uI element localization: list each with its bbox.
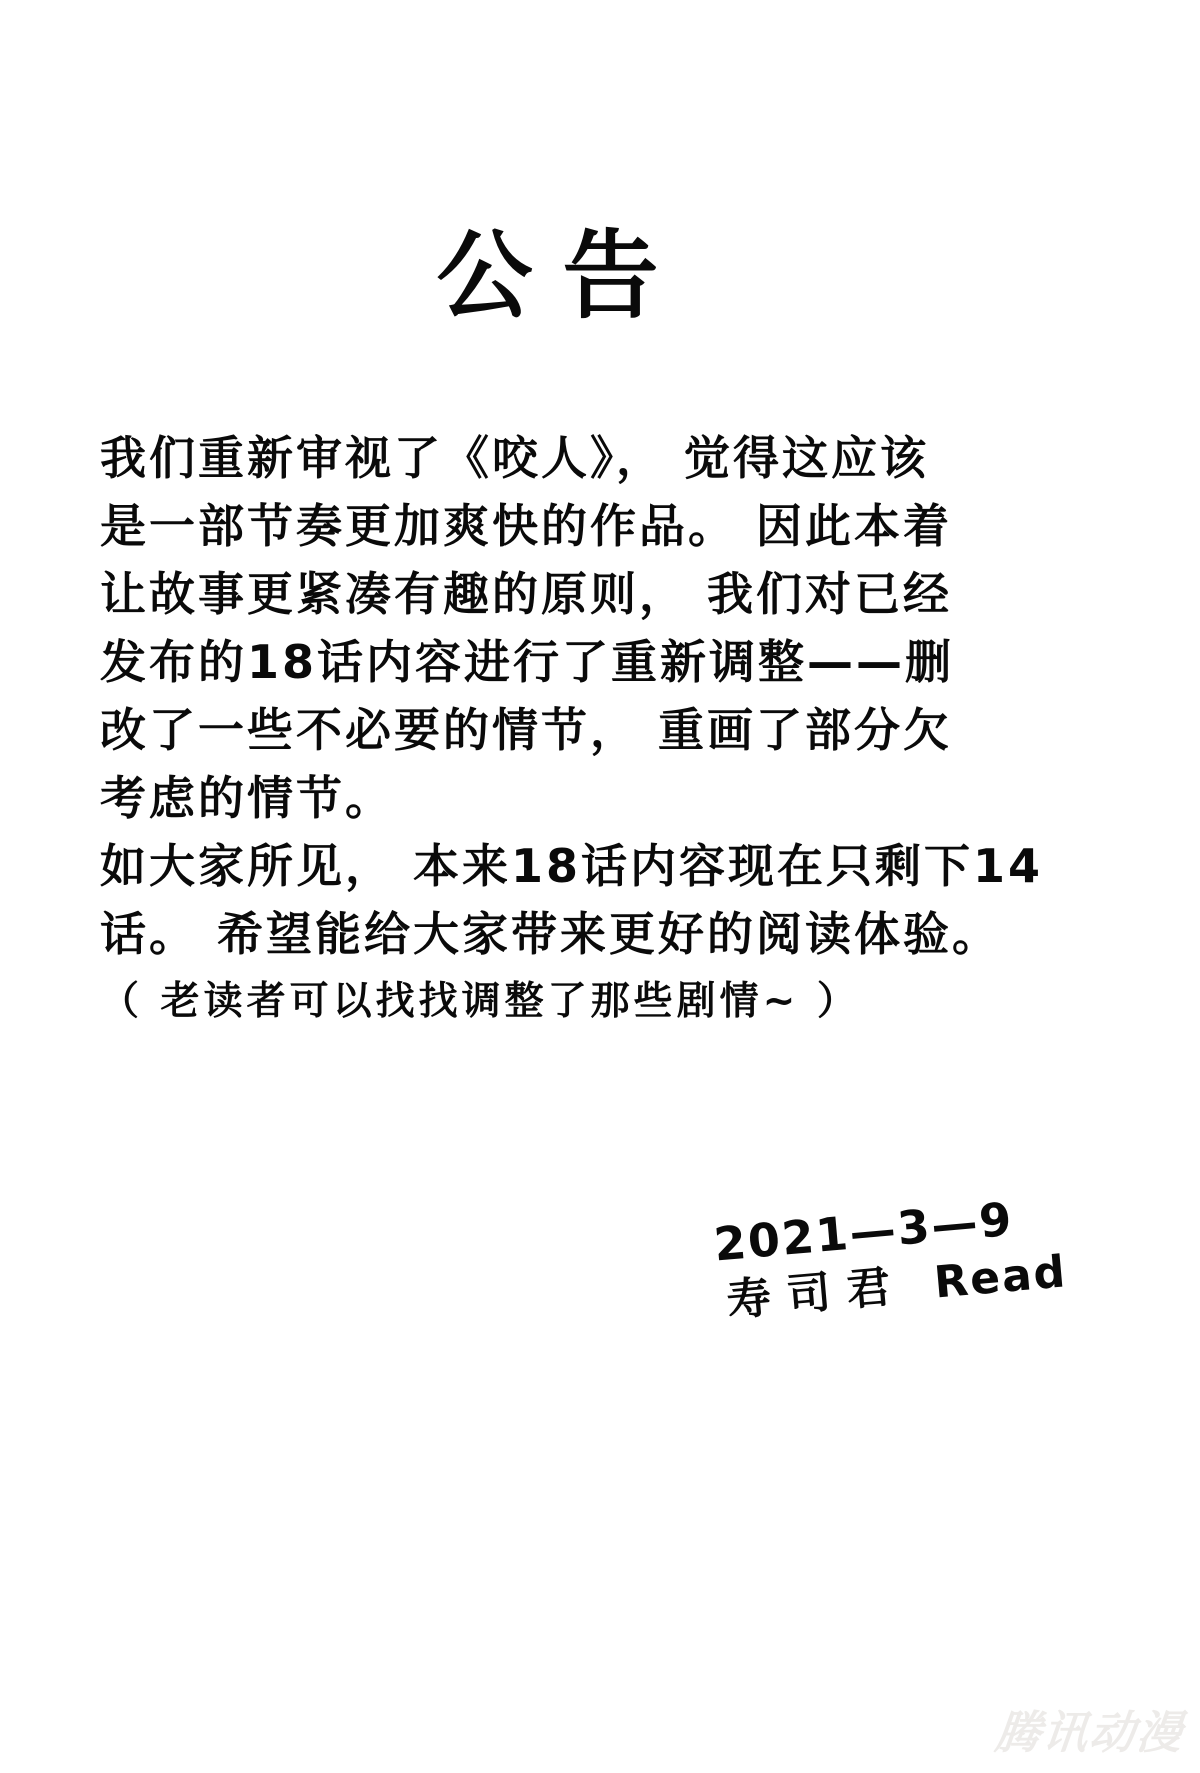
body-line: 让故事更紧凑有趣的原则， 我们对已经 xyxy=(100,567,953,621)
body-line: 我们重新审视了《咬人》， 觉得这应该 xyxy=(100,431,930,485)
author-signature: 寿司君 xyxy=(724,1260,909,1327)
signature-block xyxy=(650,1182,1118,1338)
body-line: 话。 希望能给大家带来更好的阅读体验。 xyxy=(100,907,1002,961)
body-line: 改了一些不必要的情节， 重画了部分欠 xyxy=(100,703,953,757)
body-line: 发布的18话内容进行了重新调整——删 xyxy=(100,635,955,689)
body-line: 如大家所见， 本来18话内容现在只剩下14 xyxy=(100,839,1044,893)
body-line: 是一部节奏更加爽快的作品。 因此本着 xyxy=(100,499,953,553)
announcement-body xyxy=(100,424,1044,1036)
body-line: 考虑的情节。 xyxy=(100,771,394,825)
tencent-comics-watermark: 腾讯动漫 xyxy=(992,1706,1187,1759)
body-line-note: （ 老读者可以找找调整了那些剧情~ ） xyxy=(100,979,860,1024)
announcement-date: 2021—3—9 xyxy=(711,1191,1016,1272)
page-title: 公告 xyxy=(436,220,689,332)
author-signature-en: Read xyxy=(932,1246,1069,1309)
